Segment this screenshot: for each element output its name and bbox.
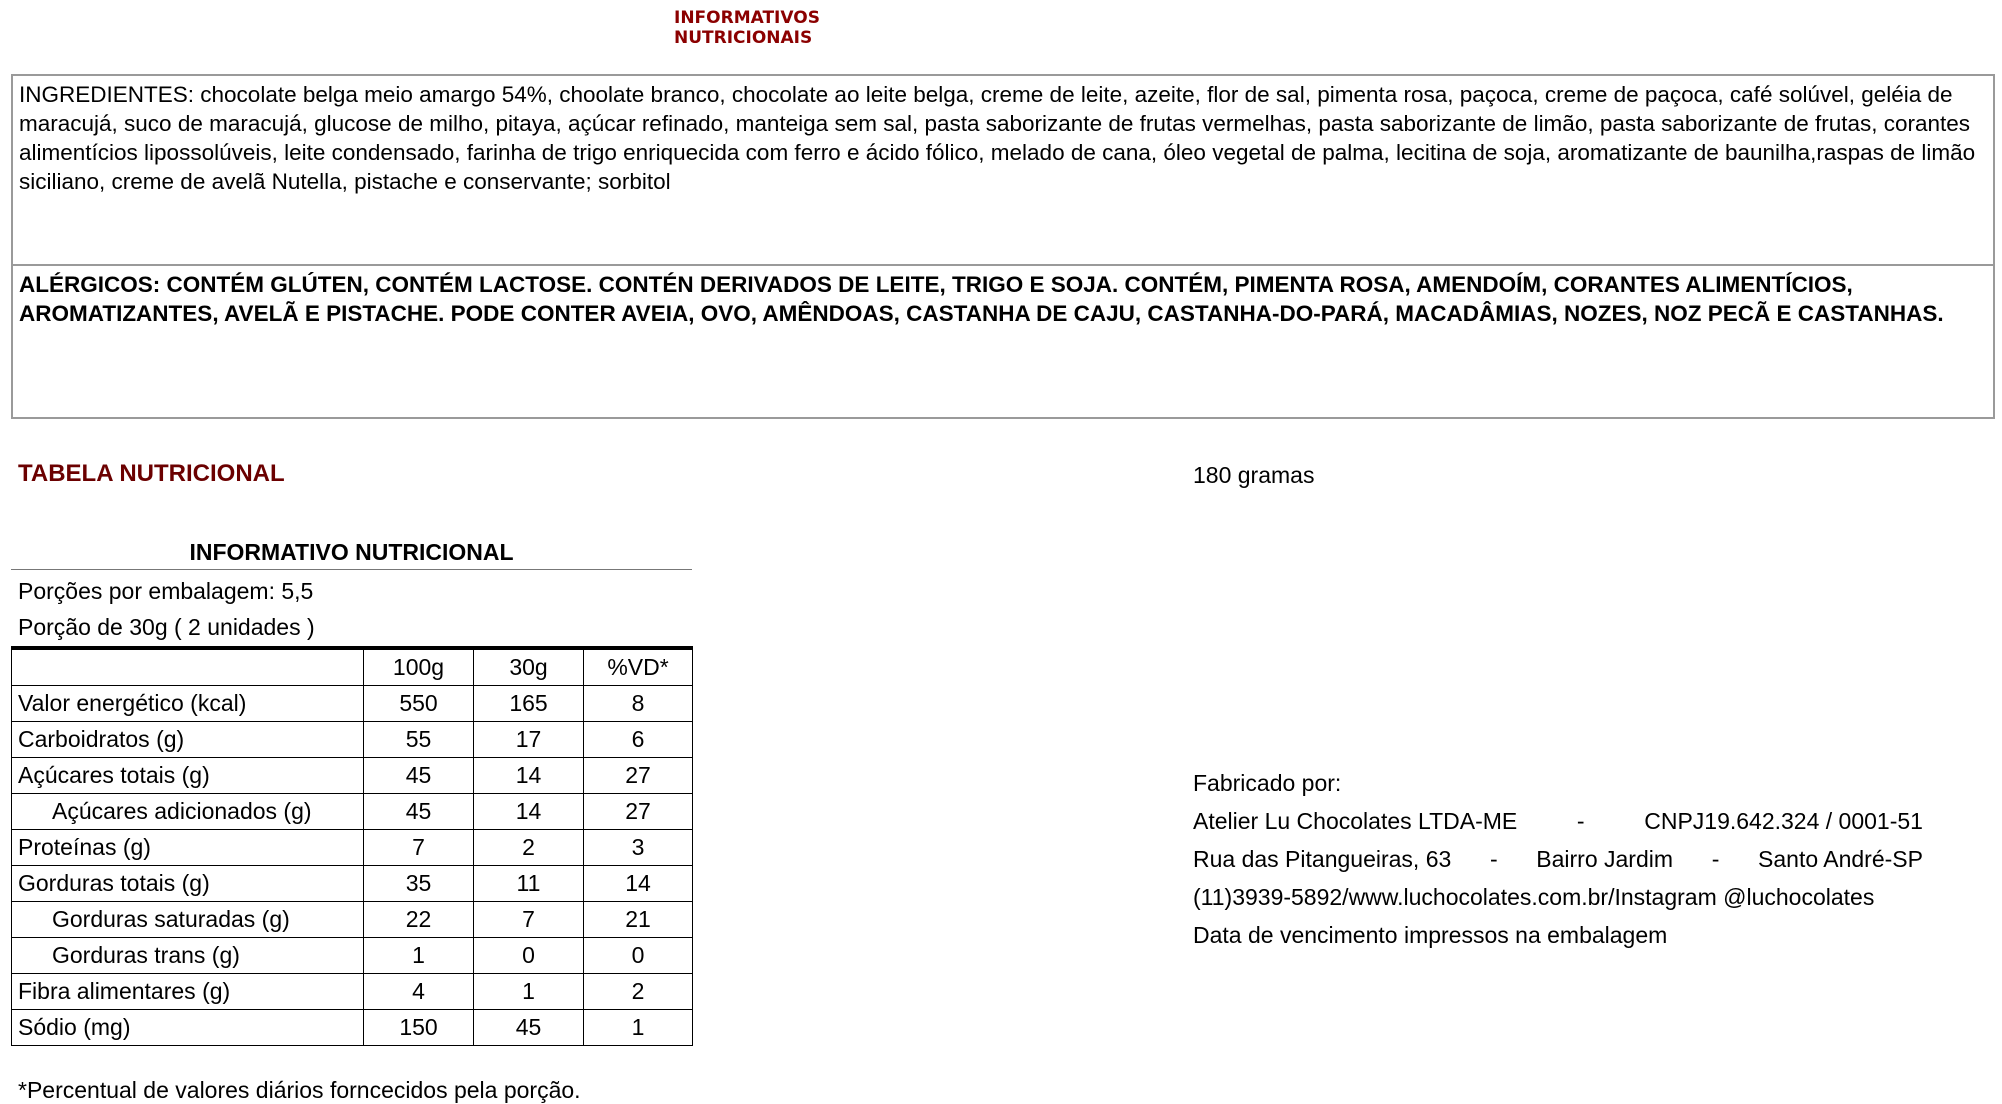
company-separator: - [1576, 808, 1585, 834]
value-30g: 7 [474, 902, 584, 938]
nutrient-label: Gorduras totais (g) [12, 866, 364, 902]
value-100g: 1 [364, 938, 474, 974]
manufacturer-contact: (11)3939-5892/www.luchocolates.com.br/Instagram @luchocolates [1193, 884, 1875, 910]
address-separator: - [1489, 846, 1498, 872]
table-row [12, 722, 693, 758]
value-100g: 150 [364, 1010, 474, 1046]
nutrition-title-divider [11, 569, 692, 570]
company-name: Atelier Lu Chocolates LTDA-ME [1193, 808, 1518, 834]
nutrition-footnote: *Percentual de valores diários forncecidos pela porção. [18, 1077, 581, 1103]
value-100g: 7 [364, 830, 474, 866]
manufacturer-label: Fabricado por: [1193, 770, 1342, 796]
value-daily-percent: 27 [584, 794, 693, 830]
nutrient-label: Açúcares totais (g) [12, 758, 364, 794]
nutrition-title: INFORMATIVO NUTRICIONAL [189, 539, 514, 565]
value-30g: 1 [474, 974, 584, 1010]
ingredients-text: INGREDIENTES: chocolate belga meio amargo 54%, choolate branco, chocolate ao leite belga, creme de leite, azeite, flor de sal, pimenta rosa, paçoca, creme de paçoca, café solúvel, geléia de maracujá, suco de maracujá, glucose de milho, pitaya, açúcar refinado, manteiga sem sal, pasta saborizante de frutas vermelhas, pasta saborizante de limão, pasta saborizante de frutas, corantes alimentícios lipossolúveis, leite condensado, farinha de trigo enriquecida com ferro e ácido fólico, melado de cana, óleo vegetal de palma, lecitina de soja, aromatizante de baunilha,raspas de limão siciliano, creme de avelã Nutella, pistache e conservante; sorbitol [19, 82, 1976, 194]
net-weight: 180 gramas [1193, 462, 1315, 488]
value-daily-percent: 2 [584, 974, 693, 1010]
column-header-100g: 100g [364, 648, 474, 686]
value-30g: 165 [474, 686, 584, 722]
manufacturer-address-line [1193, 846, 1923, 873]
table-row [12, 938, 693, 974]
nutrient-label: Carboidratos (g) [12, 722, 364, 758]
value-100g: 45 [364, 758, 474, 794]
value-30g: 0 [474, 938, 584, 974]
section-heading: TABELA NUTRICIONAL [18, 460, 285, 487]
serving-size: Porção de 30g ( 2 unidades ) [18, 614, 315, 640]
value-100g: 550 [364, 686, 474, 722]
value-30g: 45 [474, 1010, 584, 1046]
page-title: INFORMATIVOS NUTRICIONAIS [674, 8, 820, 48]
nutrient-label: Sódio (mg) [12, 1010, 364, 1046]
value-30g: 17 [474, 722, 584, 758]
nutrient-label: Valor energético (kcal) [12, 686, 364, 722]
column-header-nutrient [12, 648, 364, 686]
expiry-note: Data de vencimento impressos na embalagem [1193, 922, 1668, 948]
value-daily-percent: 1 [584, 1010, 693, 1046]
address-street: Rua das Pitangueiras, 63 [1193, 846, 1452, 872]
value-30g: 11 [474, 866, 584, 902]
table-row [12, 902, 693, 938]
nutrient-label: Gorduras saturadas (g) [12, 902, 364, 938]
allergens-text: ALÉRGICOS: CONTÉM GLÚTEN, CONTÉM LACTOSE. CONTÉN DERIVADOS DE LEITE, TRIGO E SOJA. CONTÉM, PIMENTA ROSA, AMENDOÍM, CORANTES ALIMENTÍCIOS, AROMATIZANTES, AVELÃ E PISTACHE. PODE CONTER AVEIA, OVO, AMÊNDOAS, CASTANHA DE CAJU, CASTANHA-DO-PARÁ, MACADÂMIAS, NOZES, NOZ PECÃ E CASTANHAS. [19, 272, 1944, 326]
nutrient-label: Açúcares adicionados (g) [12, 794, 364, 830]
table-row [12, 866, 693, 902]
table-row [12, 830, 693, 866]
column-header-30g: 30g [474, 648, 584, 686]
address-city: Santo André-SP [1758, 846, 1923, 872]
value-daily-percent: 27 [584, 758, 693, 794]
nutrition-table [11, 646, 693, 1046]
value-30g: 14 [474, 794, 584, 830]
value-daily-percent: 8 [584, 686, 693, 722]
value-daily-percent: 3 [584, 830, 693, 866]
value-daily-percent: 21 [584, 902, 693, 938]
value-daily-percent: 0 [584, 938, 693, 974]
value-30g: 14 [474, 758, 584, 794]
value-100g: 45 [364, 794, 474, 830]
company-cnpj: CNPJ19.642.324 / 0001-51 [1644, 808, 1923, 834]
value-30g: 2 [474, 830, 584, 866]
nutrient-label: Fibra alimentares (g) [12, 974, 364, 1010]
table-row [12, 974, 693, 1010]
table-row [12, 1010, 693, 1046]
nutrient-label: Gorduras trans (g) [12, 938, 364, 974]
value-daily-percent: 6 [584, 722, 693, 758]
servings-per-package: Porções por embalagem: 5,5 [18, 578, 314, 604]
table-row [12, 686, 693, 722]
value-100g: 35 [364, 866, 474, 902]
nutrient-label: Proteínas (g) [12, 830, 364, 866]
value-100g: 4 [364, 974, 474, 1010]
ingredients-box [11, 74, 1995, 266]
allergens-box [11, 264, 1995, 419]
column-header-daily-value: %VD* [584, 648, 693, 686]
value-100g: 55 [364, 722, 474, 758]
value-100g: 22 [364, 902, 474, 938]
value-daily-percent: 14 [584, 866, 693, 902]
manufacturer-company-line [1193, 808, 1923, 835]
nutrition-table-header-row [12, 648, 693, 686]
table-row [12, 794, 693, 830]
address-separator: - [1711, 846, 1720, 872]
table-row [12, 758, 693, 794]
address-district: Bairro Jardim [1536, 846, 1674, 872]
